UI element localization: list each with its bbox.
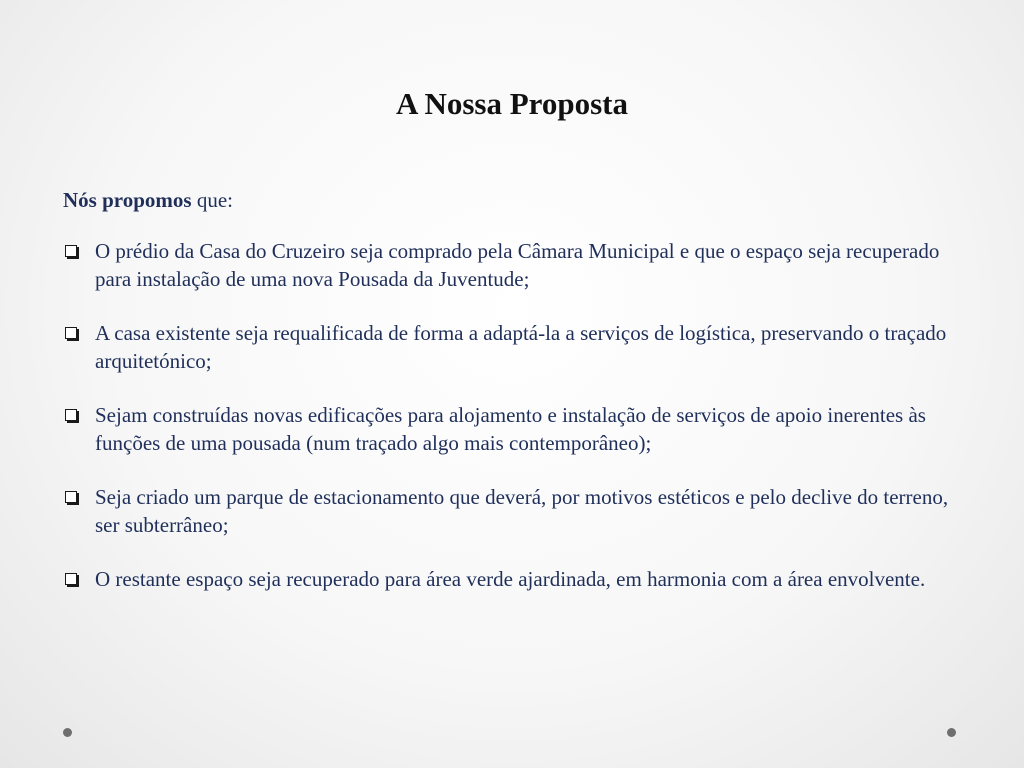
checkbox-icon	[65, 491, 77, 503]
list-item-text: O prédio da Casa do Cruzeiro seja comprado pela Câmara Municipal e que o espaço seja recuperado para instalação de uma nova Pousada da Juventude;	[95, 239, 940, 291]
list-item	[63, 237, 973, 293]
list-item-text: O restante espaço seja recuperado para área verde ajardinada, em harmonia com a área envolvente.	[95, 567, 926, 591]
slide-title: A Nossa Proposta	[396, 86, 628, 121]
list-item-text: Seja criado um parque de estacionamento que deverá, por motivos estéticos e pelo declive do terreno, ser subterrâneo;	[95, 485, 949, 537]
checkbox-icon	[65, 245, 77, 257]
list-item	[63, 483, 973, 539]
proposal-list	[63, 237, 973, 593]
checkbox-icon	[65, 573, 77, 585]
checkbox-icon	[65, 327, 77, 339]
decorative-dot-right	[947, 728, 956, 737]
list-item-text: A casa existente seja requalificada de forma a adaptá-la a serviços de logística, preservando o traçado arquitetónico;	[95, 321, 947, 373]
intro-bold: Nós propomos	[63, 188, 192, 212]
decorative-dot-left	[63, 728, 72, 737]
list-item	[63, 319, 973, 375]
intro-line	[63, 186, 973, 214]
list-item	[63, 401, 973, 457]
checkbox-icon	[65, 409, 77, 421]
intro-rest: que:	[191, 188, 233, 212]
list-item	[63, 565, 973, 593]
slide-content	[63, 186, 973, 619]
list-item-text: Sejam construídas novas edificações para alojamento e instalação de serviços de apoio inerentes às funções de uma pousada (num traçado algo mais contemporâneo);	[95, 403, 926, 455]
